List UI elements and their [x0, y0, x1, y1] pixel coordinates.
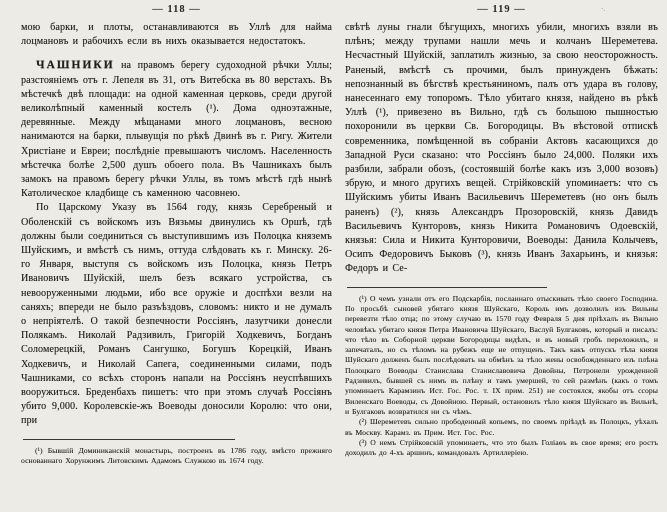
page-119: [345, 0, 658, 458]
footnote-1-right: (¹) О чемъ узнали отъ его Подскарбія, посланнаго отыскивать тѣло своего Господина. По просьбѣ сыновей убитаго князя Шуйскаго, Король имъ дозволилъ изъ Вильны перевезти тѣло отца; по этому случаю въ 1570 году Февраля 5 дня пріѣхалъ въ Вильно человѣкъ убитаго князя Петра Ивановича Шуйскаго, Васлуй Булгаковъ, который и писалъ: что тѣло въ Соборной церкви Богородицы видѣлъ, и въ новый гробъ переложилъ, и запечаталъ, но съ тѣломъ на рубежъ еще не отпущенъ. Такъ какъ отпускъ тѣла князя Шуйскаго долженъ былъ послѣдовать на обмѣнъ за тѣло жены освобожденнаго изъ плѣна Полоцкаго Воеводы Станислава Станиславовича Довойны, Петронели урожденной Радзивилъ, бывшей съ нимъ въ плѣну и тамъ умершей, то сей размѣнъ (какъ о томъ упоминаетъ Карамзинъ Ист. Гос. Рос. т. IX прим. 251) не состоялся, якобы отъ ссоры Виленскаго Воеводы, съ Довойною. Первый, остановилъ тѣло князя Шуйскаго въ Вильнѣ, и Булгаковъ возвратился ни съ чѣмъ.: [345, 293, 658, 416]
footnotes-left: [21, 446, 332, 467]
page-119-body: [345, 21, 658, 277]
footnote-2-right: (²) Шереметевъ сильно прободенный копьемъ, по своемъ пріѣздѣ въ Полоцкъ, уѣхалъ въ Москву. Карамз. въ Прим. Ист. Гос. Рос.: [345, 417, 658, 437]
footnote-rule-left: [23, 439, 235, 440]
footnote-3-right: (³) О немъ Стрійковскій упоминаетъ, что это былъ Голіаѳъ въ свое время; его ростъ доходилъ до 4-хъ аршинъ, командовалъ Артиллеріею.: [345, 437, 658, 458]
page-number-left: — 118 —: [152, 4, 201, 15]
paragraph-chashniki-text: на правомъ берегу судоходной рѣчки Уллы; разстояніемъ отъ г. Лепеля въ 31, отъ Витебска въ 80 верстахъ. Въ мѣстечкѣ двѣ площади: на одной каменная церковь, среди другой великолѣпный каменный костелъ (¹). Дома одноэтажные, деревянные. Между мѣщанами много лоцмановъ, весною нанимаются на барки, плывущія по рѣкѣ Двинѣ въ г. Ригу. Жители Христіане и Евреи; послѣдніе превышаютъ числомъ. Населенность мѣстечка болѣе 2,500 душъ обоего пола. Въ Чашникахъ былъ замокъ на правомъ берегу рѣчки Уллы, въ томъ мѣстѣ гдѣ нынѣ Католическое кладбище съ каменною часовнею.: [21, 60, 332, 200]
footnotes-right: [345, 294, 658, 459]
paragraph-ukaz: По Царскому Указу въ 1564 году, князь Серебреный и Оболенскій съ войскомъ изъ Вязьмы двинулись къ Оршѣ, гдѣ должны были соединиться съ выступившимъ изъ Полоцка княземъ Шуйскимъ, и вмѣстѣ съ нимъ, оттуда слѣдовать къ г. Минску. 26-го Января, выступя съ войскомъ изъ Полоцка, князь Петръ Ивановичъ Шуйскій, шелъ безъ всякаго устройства, съ невооруженными людьми, ибо все оружіе и доспѣхи везли на саняхъ; впереди не было разъѣздовъ, словомъ: никто и не думалъ о непріятелѣ. О такой безпечности Россіянъ, лазутчики донесли Полякамъ. Николай Радзивилъ, Григорій Ходкевичъ, Богданъ Соломерецкій, Романъ Сангушко, Богушъ Корецкій, Иванъ Ходкевичъ, и Николай Сапега, соединенными силами, подъ Чашниками, со всѣхъ сторонъ напали на Россіянъ неуспѣвшихъ вооружиться. Бреденбахъ пишетъ: что при этомъ случаѣ Россіянъ убито 9,000. Королевскіе-жъ Воеводы доносили Королю: что они, при: [21, 202, 332, 427]
paragraph-continuation: мою барки, и плоты, останавливаются въ Уллѣ для найма лоцмановъ и рабочихъ если въ нихъ оказывается недостатокъ.: [21, 22, 332, 48]
section-heading-chashniki: ЧАШНИКИ: [36, 59, 115, 72]
scan-speckle: ·.: [601, 5, 606, 13]
paragraph-main-right: свѣтѣ луны гнали бѣгущихъ, многихъ убили, многихъ взяли въ плѣнъ; между трупами нашли мечь и колчанъ Шереметева. Несчастный Шуйскій, заплатилъ жизнью, за свою неосторожность. Раненый, вмѣстѣ съ прочими, былъ принужденъ бѣжать: непознанный въ бѣгствѣ крестьяниномъ, палъ отъ удара въ голову, нанесеннаго ему топоромъ. Тѣло убитаго князя, найдено въ рѣкѣ Уллѣ (¹), привезено въ Вильно, гдѣ съ большою пышностью похоронили въ церкви Св. Богородицы. Въ вѣстовой отпискѣ современника, помѣщенной въ собраніи Актовъ касающихся до Западной Руси сказано: что Россіянъ было 24,000. Поляки ихъ разбили, забрали обозъ, (состоявшій болѣе какъ изъ 3,000 возовъ) збрую, и много другихъ вещей. Стрійковскій упоминаетъ: что съ Шуйскимъ убиты Иванъ Васильевичъ Шереметевъ (но онъ былъ раненъ) (²), князь Александръ Прозоровскій, князь Давидъ Васильевичъ Кунторовъ, князь Никита Романовичъ Одоевскій, князья: Сила и Никита Кунторовичи, Воеводы: Данила Колычевъ, Осипъ Федоровичъ Быковъ (³), князь Иванъ Захарьинъ, и князья: Федоръ и Се-: [345, 22, 658, 275]
page-number-right: — 119 —: [477, 4, 526, 15]
paragraph-chashniki: [21, 58, 332, 201]
page-118-body: [21, 21, 332, 429]
footnote-1-left: (¹) Бывшій Доминиканскій монастырь, построенъ въ 1786 году, вмѣсто прежняго основаннаго Хорунжимъ Литовскимъ Адамомъ Служкою въ 1674 году.: [21, 445, 332, 465]
footnote-rule-right: [347, 287, 547, 288]
page-118: [21, 0, 332, 466]
